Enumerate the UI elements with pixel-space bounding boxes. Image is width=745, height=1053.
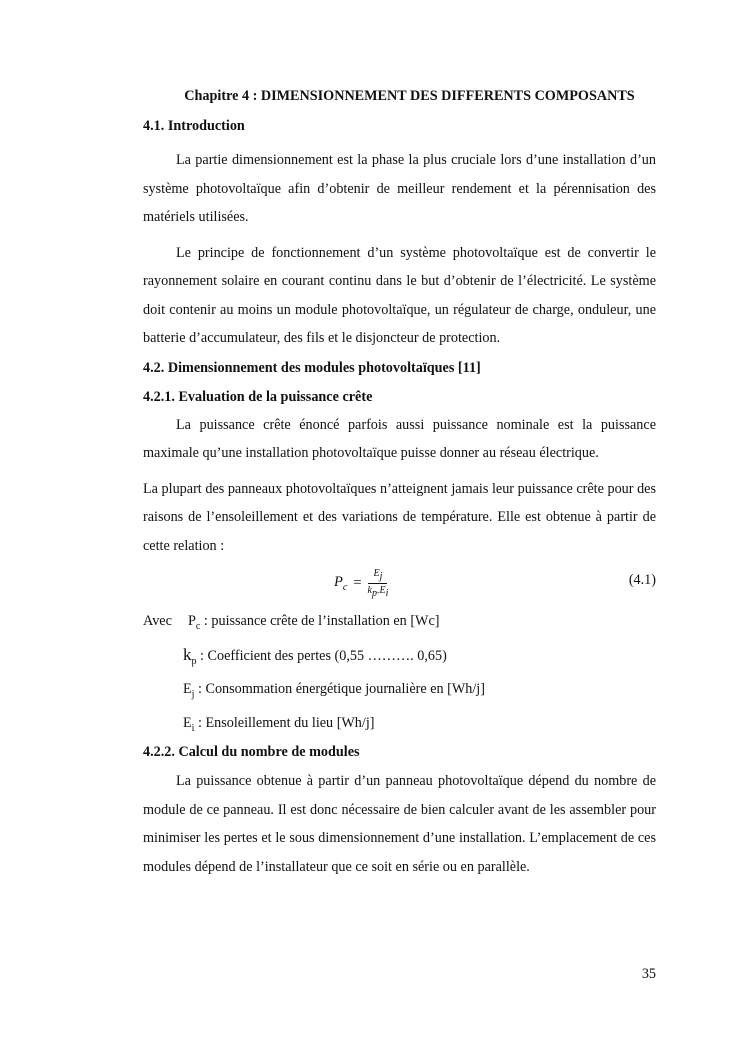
section-4-2-1-paragraph-1: La puissance crête énoncé parfois aussi puissance nominale est la puissance maximale qu’une installation photovoltaïque puisse donner au réseau électrique. <box>143 416 656 461</box>
formula-fraction <box>368 568 389 599</box>
section-4-2-2-paragraph-1: La puissance obtenue à partir d’un panneau photovoltaïque dépend du nombre de module de ce panneau. Il est donc nécessaire de bien calculer avant de les assembler pour minimiser les pertes et le sous dimensionnement d’une installation. L’emplacement de ces modules dépend de l’installateur que ce soit en série ou en parallèle. <box>143 773 656 875</box>
definition-item: Avec $P_c$ : puissance crête de l’installation en [Wc] <box>143 604 656 638</box>
avec-label: Avec <box>143 613 172 629</box>
section-4-2-title: 4.2. Dimensionnement des modules photovoltaïques [11] <box>143 359 481 376</box>
equation-4-1 <box>143 564 656 604</box>
page-number: 35 <box>641 966 656 982</box>
section-4-2-2-title: 4.2.2. Calcul du nombre de modules <box>143 744 360 760</box>
formula-lhs: $P_c$ <box>334 574 348 593</box>
definition-item: $k_p$ : Coefficient des pertes (0,55 ………. 0,65) <box>183 645 447 667</box>
definitions-list <box>143 604 656 740</box>
formula-numerator: $E_j$ <box>368 568 387 584</box>
page-content <box>143 88 656 881</box>
peak-power-formula <box>334 568 388 599</box>
equation-number: (4.1) <box>628 572 656 588</box>
section-4-1-paragraph-2: Le principe de fonctionnement d’un système photovoltaïque est de convertir le rayonnement solaire en courant continu dans le but d’obtenir de l’électricité. Le système doit contenir au moins un module photovoltaïque, un régulateur de charge, onduleur, une batterie d’accumulateur, des fils et le disjoncteur de protection. <box>143 244 656 346</box>
section-4-2-1-paragraph-2: La plupart des panneaux photovoltaïques n’atteignent jamais leur puissance crête pour des raisons de l’ensoleillement et des variations de température. Elle est obtenue à partir de cette relation : <box>143 480 656 554</box>
formula-equals: = <box>353 575 362 591</box>
section-4-1-title: 4.1. Introduction <box>143 118 245 134</box>
chapter-title: Chapitre 4 : DIMENSIONNEMENT DES DIFFERENTS COMPOSANTS <box>184 88 635 104</box>
definition-item: $E_j$ : Consommation énergétique journalière en [Wh/j] <box>183 681 485 700</box>
definition-item: $E_i$ : Ensoleillement du lieu [Wh/j] <box>183 715 375 734</box>
section-4-1-paragraph-1: La partie dimensionnement est la phase la plus cruciale lors d’une installation d’un système photovoltaïque afin d’obtenir de meilleur rendement et la pérennisation des matériels utilisées. <box>143 152 656 225</box>
formula-denominator: $k_p.E_i$ <box>367 585 389 599</box>
section-4-2-1-title: 4.2.1. Evaluation de la puissance crête <box>143 388 373 405</box>
